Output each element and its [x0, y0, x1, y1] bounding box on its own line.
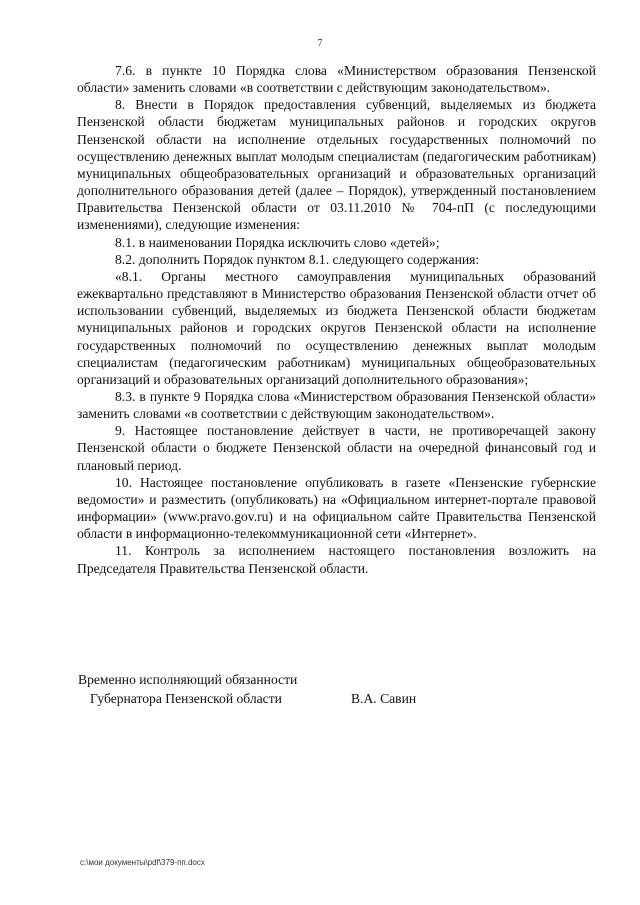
- paragraph-8-2: 8.2. дополнить Порядок пунктом 8.1. следующего содержания:: [115, 251, 480, 267]
- paragraph-quoted-8-1: «8.1. Органы местного самоуправления муниципальных образований ежеквартально представляют в Министерство образования Пензенской области отчет об использовании субвенций, выделяемых из бюджета Пензенской области бюджетам муниципальных районов и городских округов Пензенской области на исполнение государственных полномочий по осуществлению денежных выплат молодым специалистам (педагогическим работникам) муниципальных общеобразовательных организаций и образовательных организаций дополнительного образования»;: [77, 268, 596, 387]
- paragraph-8: 8. Внести в Порядок предоставления субвенций, выделяемых из бюджета Пензенской области бюджетам муниципальных районов и городских округов Пензенской области на исполнение отдельных государственных полномочий по осуществлению денежных выплат молодым специалистам (педагогическим работникам) муниципальных общеобразовательных организаций и образовательных организаций дополнительного образования детей (далее – Порядок), утвержденный постановлением Правительства Пензенской области от 03.11.2010 № 704-пП (с последующими изменениями), следующие изменения:: [77, 97, 596, 233]
- signatory-name: В.А. Савин: [351, 691, 417, 706]
- signature-block: [78, 670, 597, 708]
- page-number: 7: [317, 38, 323, 49]
- signatory-position: Временно исполняющий обязанности: [78, 672, 298, 687]
- paragraph-7-6: 7.6. в пункте 10 Порядка слова «Министерством образования Пензенской области» заменить словами «в соответствии с действующим законодательством».: [77, 63, 596, 96]
- document-body: [77, 62, 596, 577]
- paragraph-8-3: 8.3. в пункте 9 Порядка слова «Министерством образования Пензенской области» заменить словами «в соответствии с действующим законодательством».: [77, 388, 596, 422]
- paragraph-10: 10. Настоящее постановление опубликовать в газете «Пензенские губернские ведомости» и разместить (опубликовать) на «Официальном интернет-портале правовой информации» (www.pravo.gov.ru) и на официальном сайте Правительства Пензенской области в информационно-телекоммуникационной сети «Интернет».: [77, 474, 596, 542]
- signatory-title-line: [78, 689, 597, 708]
- paragraph-8-1: 8.1. в наименовании Порядка исключить слово «детей»;: [115, 234, 440, 250]
- file-path-footer: c:\мои документы\pdf\379-пп.docx: [80, 858, 205, 867]
- signatory-title: Губернатора Пензенской области: [90, 691, 282, 706]
- paragraph-11: 11. Контроль за исполнением настоящего постановления возложить на Председателя Правительства Пензенской области.: [77, 543, 596, 576]
- paragraph-9: 9. Настоящее постановление действует в части, не противоречащей закону Пензенской области о бюджете Пензенской области на очередной финансовый год и плановый период.: [77, 423, 596, 473]
